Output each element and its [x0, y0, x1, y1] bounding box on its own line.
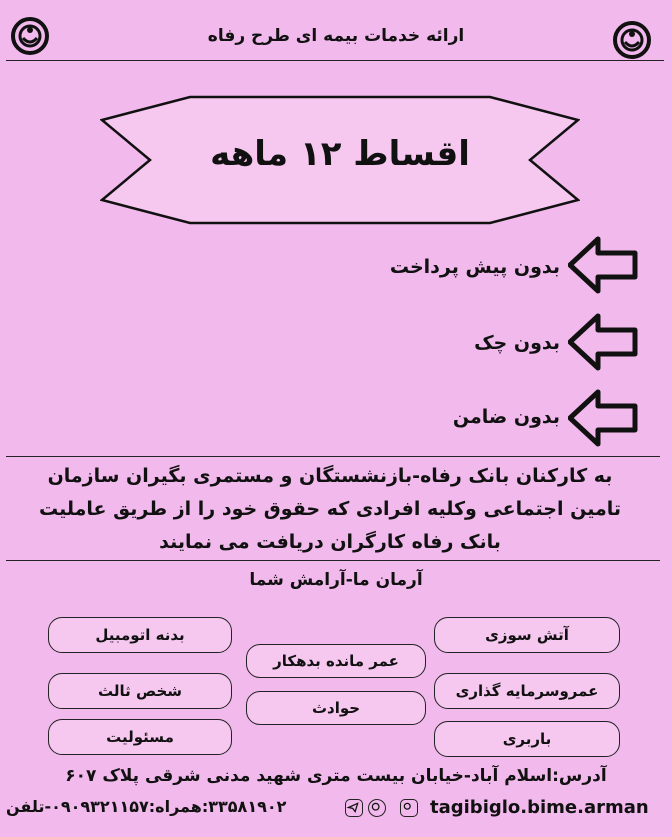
section-divider: [6, 456, 660, 457]
feature-no-prepayment: بدون پیش پرداخت: [389, 256, 560, 278]
whatsapp-icon: [368, 799, 386, 817]
description-line-1: به کارکنان بانک رفاه-بازنشستگان و مستمری بگیران سازمان: [47, 465, 613, 487]
page-title: ارائه خدمات بیمه ای طرح رفاه: [207, 26, 465, 46]
insurance-liability: مسئولیت: [48, 719, 232, 755]
instagram-username: tagibiglo.bime.arman: [430, 797, 649, 818]
telegram-icon: [345, 799, 363, 817]
phone-numbers: ۳۳۵۸۱۹۰۲:همراه:۰۹۰۹۳۲۱۱۵۷-تلفن: [6, 797, 287, 816]
insurance-cargo: باربری: [434, 721, 620, 757]
company-logo-icon: [612, 20, 652, 60]
instagram-icon: [400, 799, 418, 817]
insurance-accident: حوادث: [246, 691, 426, 725]
feature-no-check: بدون چک: [474, 332, 560, 354]
feature-no-guarantor: بدون ضامن: [452, 406, 560, 428]
insurance-fire: آتش سوزی: [434, 617, 620, 653]
company-logo-icon: [10, 16, 50, 56]
section-divider: [6, 560, 660, 561]
slogan: آرمان ما-آرامش شما: [249, 570, 423, 590]
description-line-3: بانک رفاه کارگران دریافت می نمایند: [159, 531, 501, 553]
address: آدرس:اسلام آباد-خیابان بیست متری شهید مدنی شرقی پلاک ۶۰۷: [65, 766, 607, 786]
left-arrow-icon: [568, 313, 638, 371]
description-line-2: تامین اجتماعی وکلیه افرادی که حقوق خود را از طریق عاملیت: [39, 498, 621, 520]
left-arrow-icon: [568, 389, 638, 447]
insurance-debtor-life: عمر مانده بدهکار: [246, 644, 426, 678]
insurance-life-investment: عمروسرمایه گذاری: [434, 673, 620, 709]
insurance-car-body: بدنه اتومبیل: [48, 617, 232, 653]
banner-title: اقساط ۱۲ ماهه: [210, 134, 470, 174]
insurance-third-party: شخص ثالث: [48, 673, 232, 709]
header-divider: [6, 60, 664, 61]
left-arrow-icon: [568, 236, 638, 294]
